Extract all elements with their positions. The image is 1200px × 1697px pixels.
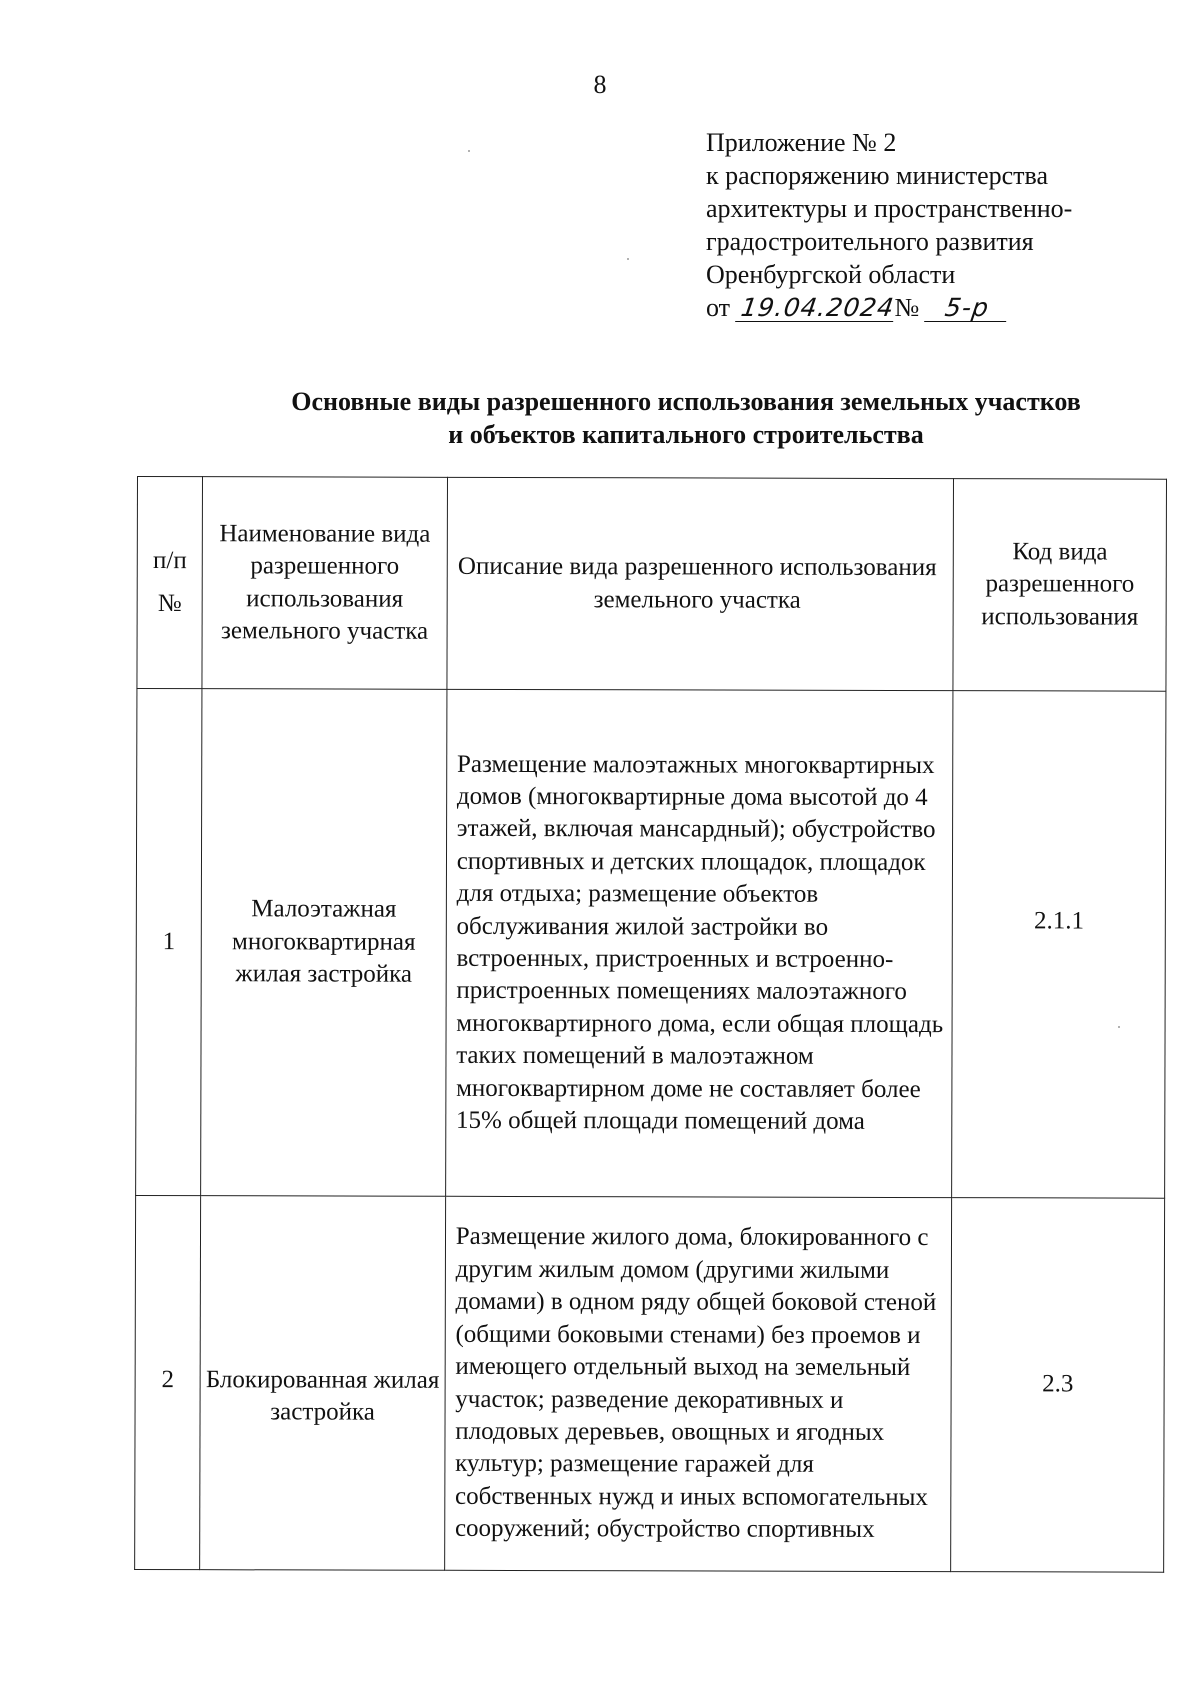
handwritten-number: 5-р	[924, 295, 1010, 322]
header-number-line-1: п/п	[153, 547, 187, 575]
header-description: Описание вида разрешенного использования земельного участка	[447, 477, 954, 690]
row-name: Малоэтажная многоквартирная жилая застройка	[201, 689, 447, 1197]
header-name: Наименование вида разрешенного использования земельного участка	[202, 477, 447, 690]
row-description: Размещение малоэтажных многоквартирных домов (многоквартирные дома высотой до 4 этажей, включая мансардный); обустройство спортивных и детских площадок, площадок для отдыха; размещение объектов обслуживания жилой застройки во встроенных, пристроенных и встроенно-пристроенных помещениях малоэтажного многоквартирного дома, если общая площадь таких помещений в малоэтажном многоквартирном доме не составляет более 15% общей площади помещений дома	[445, 689, 953, 1197]
row-number: 1	[136, 689, 203, 1196]
appendix-line-1: Приложение № 2	[706, 128, 897, 157]
handwritten-date: 19.04.2024	[735, 295, 897, 322]
land-use-table	[134, 476, 1167, 1573]
row-name: Блокированная жилая застройка	[200, 1196, 445, 1571]
appendix-line-4: градостроительного развития	[706, 227, 1034, 256]
appendix-line-3: архитектуры и пространственно-	[706, 194, 1073, 223]
header-code: Код вида разрешенного использования	[953, 479, 1166, 692]
appendix-line-2: к распоряжению министерства	[706, 161, 1049, 190]
page-number: 8	[593, 70, 607, 99]
appendix-line-5: Оренбургской области	[706, 260, 956, 289]
title-line-2: и объектов капитального строительства	[448, 420, 924, 449]
header-number	[137, 477, 203, 689]
document-title	[0, 385, 1200, 451]
title-line-1: Основные виды разрешенного использования земельных участков	[291, 387, 1081, 416]
row-number: 2	[135, 1195, 201, 1569]
row-description: Размещение жилого дома, блокированного с другим жилым домом (другими жилыми домами) в одном ряду общей боковой стеной (общими боковыми стенами) без проемов и имеющего отдельный выход на земельный участок; разведение декоративных и плодовых деревьев, овощных и ягодных культур; размещение гаражей для собственных нужд и иных вспомогательных сооружений; обустройство спортивных	[444, 1196, 952, 1571]
scan-speck	[1118, 1026, 1120, 1028]
table-header-row	[137, 477, 1167, 692]
table-row	[135, 1195, 1165, 1572]
date-prefix: от	[706, 293, 731, 322]
row-code: 2.1.1	[952, 691, 1166, 1199]
table-row	[136, 689, 1166, 1199]
scan-speck	[468, 150, 470, 152]
appendix-block	[706, 126, 1072, 324]
number-sign: №	[894, 293, 920, 322]
appendix-date-line	[706, 291, 1072, 324]
row-code: 2.3	[951, 1198, 1165, 1573]
scan-speck	[627, 258, 629, 260]
header-number-line-2: №	[157, 589, 182, 617]
